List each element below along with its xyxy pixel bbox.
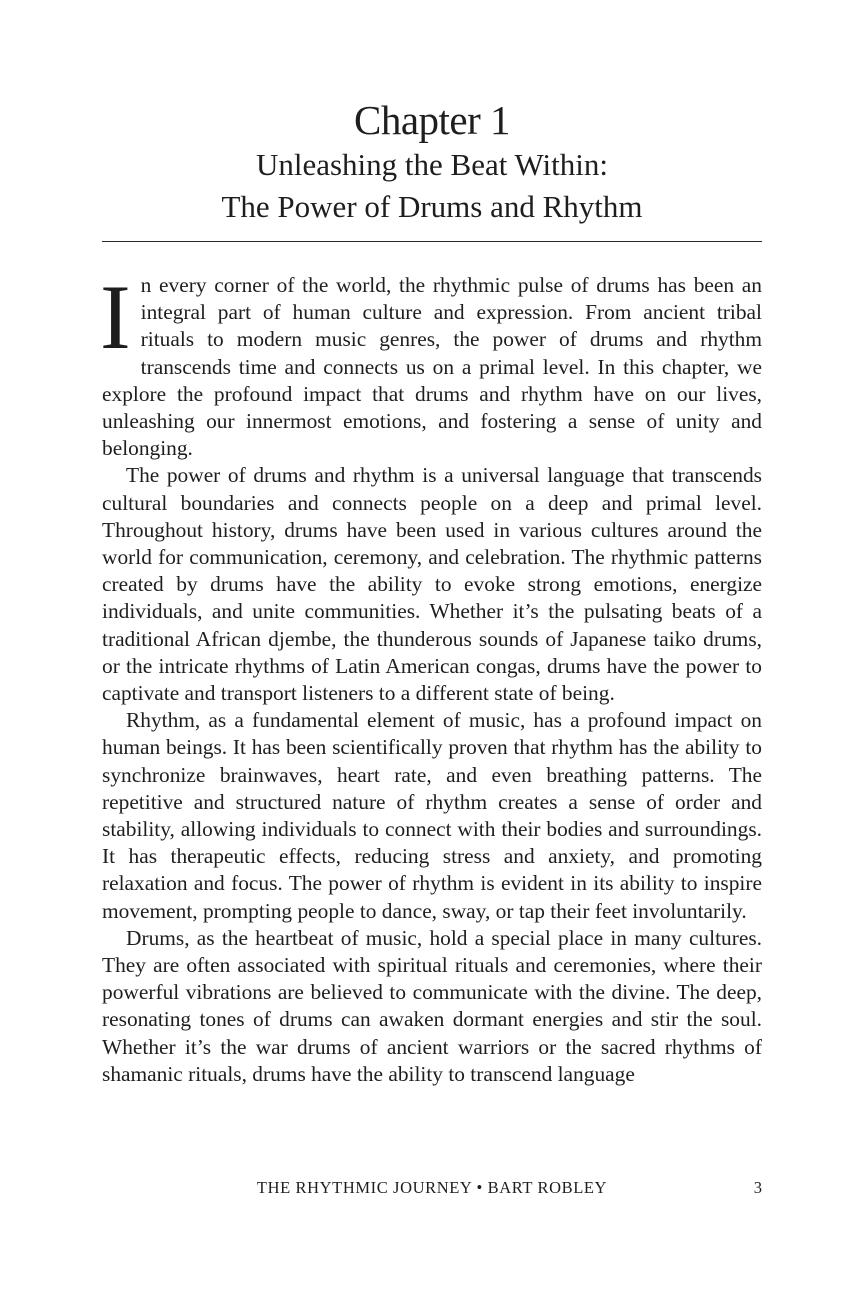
header-divider — [102, 241, 762, 242]
page-number: 3 — [753, 1178, 762, 1197]
running-footer: THE RHYTHMIC JOURNEY • BART ROBLEY — [256, 1178, 608, 1197]
chapter-subtitle-line-1: Unleashing the Beat Within: — [255, 147, 609, 182]
paragraph-4: Drums, as the heartbeat of music, hold a special place in many cultures. They are often associated with spiritual rituals and ceremonies, where their powerful vibrations are believed to communicate with the divine. The deep, resonating tones of drums can awaken dormant energies and stir the soul. Whether it’s the war drums of ancient warriors or the sacred rhythms of shamanic rituals, drums have the ability to transcend language — [102, 925, 762, 1086]
paragraph-3: Rhythm, as a fundamental element of music, has a profound impact on human beings. It has been scientifically proven that rhythm has the ability to synchronize brainwaves, heart rate, and even breathing patterns. The repetitive and structured nature of rhythm creates a sense of order and stability, allowing individuals to connect with their bodies and surroundings. It has therapeutic effects, reducing stress and anxiety, and promoting relaxation and focus. The power of rhythm is evident in its ability to inspire movement, prompting people to dance, sway, or tap their feet involuntarily. — [102, 708, 762, 923]
drop-cap: I — [100, 266, 131, 368]
chapter-header — [102, 96, 762, 228]
chapter-body — [100, 266, 762, 1088]
page-footer — [102, 1176, 762, 1200]
chapter-label: Chapter 1 — [353, 97, 511, 143]
paragraph-1 — [100, 266, 762, 462]
book-page — [102, 0, 762, 1296]
chapter-subtitle-line-2: The Power of Drums and Rhythm — [221, 189, 643, 224]
paragraph-2: The power of drums and rhythm is a universal language that transcends cultural boundaries and connects people on a deep and primal level. Throughout history, drums have been used in various cultures around the world for communication, ceremony, and celebration. The rhythmic patterns created by drums have the ability to evoke strong emotions, energize individuals, and unite communities. Whether it’s the pulsating beats of a traditional African djembe, the thunderous sounds of Japanese taiko drums, or the intricate rhythms of Latin American congas, drums have the power to captivate and transport listeners to a different state of being. — [102, 463, 762, 706]
paragraph-1-text: n every corner of the world, the rhythmic pulse of drums has been an integral part of human culture and expression. From ancient tribal rituals to modern music genres, the power of drums and rhythm transcends time and connects us on a primal level. In this chapter, we explore the profound impact that drums and rhythm have on our lives, unleashing our innermost emotions, and fostering a sense of unity and belonging. — [102, 273, 762, 461]
